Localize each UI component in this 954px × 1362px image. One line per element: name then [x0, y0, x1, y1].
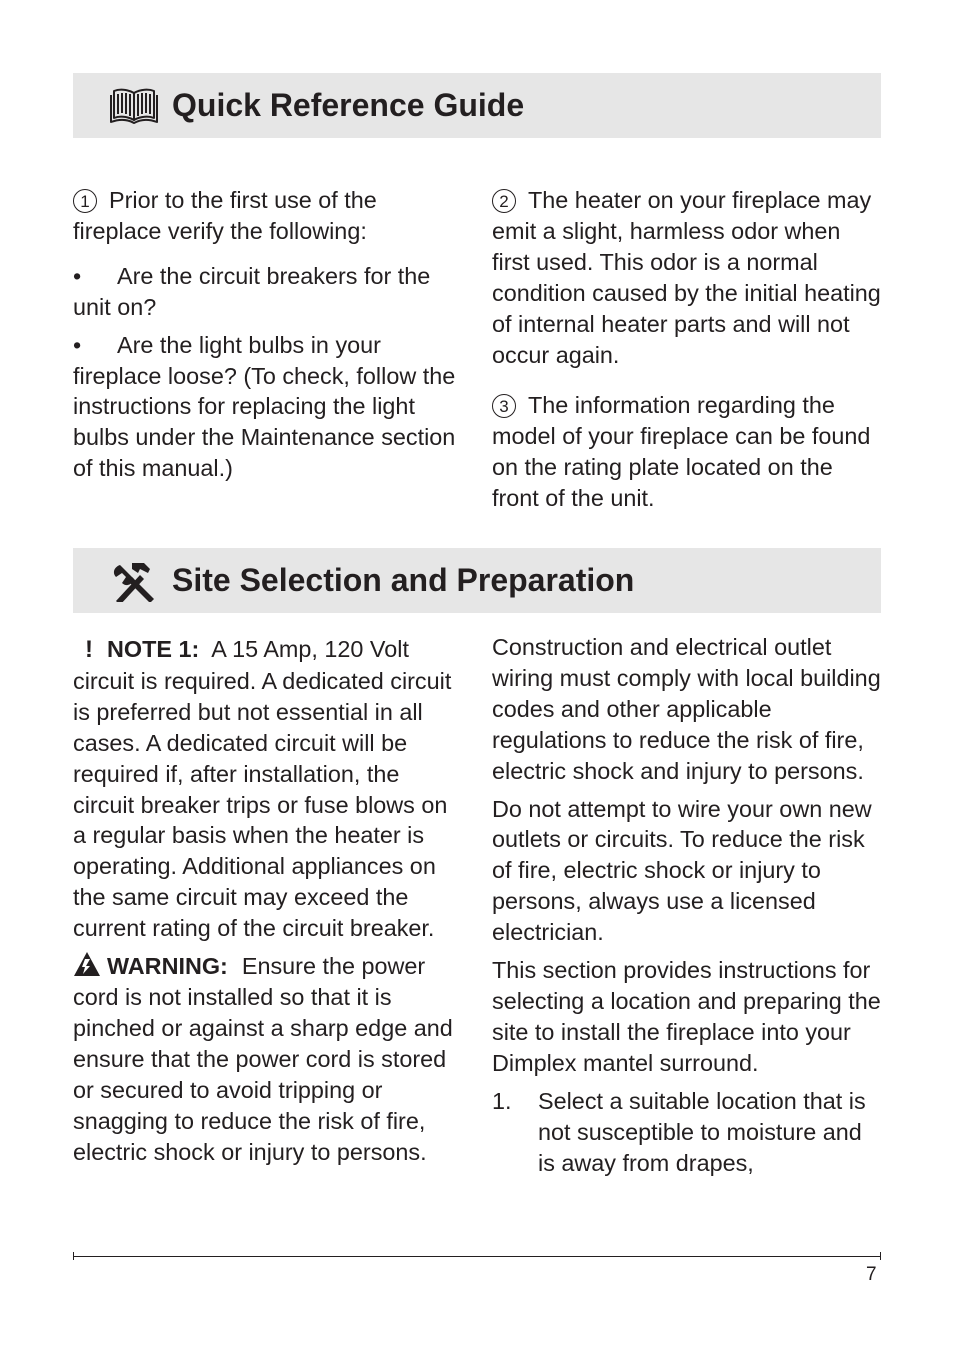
footer-tick-right [880, 1252, 881, 1260]
circle-number-3: 3 [492, 394, 516, 418]
open-book-icon [110, 87, 158, 125]
circle-number-1: 1 [73, 189, 97, 213]
bullet-item [73, 330, 463, 485]
note-1 [73, 634, 463, 944]
site-selection-right-column [492, 632, 882, 1178]
bullet-2-text: Are the light bulbs in your fireplace loose? (To check, follow the instructions for replacing the light bulbs under the Maintenance section of this manual.) [73, 331, 456, 482]
paragraph-1: Construction and electrical outlet wiring must comply with local building codes and other applicable regulations to reduce the risk of fire, electric shock and injury to persons. [492, 634, 881, 784]
bullet-mark: • [73, 262, 82, 289]
quick-reference-title: Quick Reference Guide [172, 87, 525, 123]
warning-label: WARNING: [107, 953, 228, 980]
page-number: 7 [866, 1264, 877, 1285]
item-3-text: The information regarding the model of your fireplace can be found on the rating plate located on the front of the unit. [492, 392, 871, 512]
item-2 [492, 185, 882, 370]
item-2-text: The heater on your fireplace may emit a slight, harmless odor when first used. This odor is a normal condition caused by the initial heating of internal heater parts and will not occur again. [492, 187, 881, 368]
item-1 [73, 185, 463, 247]
note-label: NOTE 1: [107, 636, 200, 662]
quick-reference-left-column [73, 185, 463, 484]
step-1 [492, 1086, 882, 1179]
footer-rule [73, 1256, 881, 1257]
quick-reference-banner [73, 73, 881, 138]
warning [73, 951, 463, 1167]
quick-reference-right-column [492, 185, 882, 514]
step-1-text: Select a suitable location that is not susceptible to moisture and is away from drapes, [538, 1087, 866, 1176]
hammer-wrench-icon [110, 558, 158, 602]
warning-text: Ensure the power cord is not installed so that it is pinched or against a sharp edge and ensure that the power cord is stored or secured to avoid tripping or snagging to reduce the risk of fire, electric shock or injury to persons. [73, 953, 453, 1165]
site-selection-banner [73, 548, 881, 613]
paragraph-2: Do not attempt to wire your own new outlets or circuits. To reduce the risk of fire, electric shock or injury to persons, always use a licensed electrician. [492, 795, 872, 946]
circle-number-2: 2 [492, 189, 516, 213]
site-selection-title: Site Selection and Preparation [172, 562, 635, 598]
bullet-mark: • [73, 331, 82, 358]
item-1-text: Prior to the first use of the fireplace verify the following: [73, 187, 377, 244]
step-1-number: 1. [492, 1087, 512, 1114]
paragraph-3: This section provides instructions for selecting a location and preparing the site to install the fireplace into your Dimplex mantel surround. [492, 957, 881, 1076]
footer-tick-left [73, 1252, 74, 1260]
warning-triangle-icon [73, 951, 101, 977]
note-text: A 15 Amp, 120 Volt circuit is required. A dedicated circuit is preferred but not essential in all cases. A dedicated circuit will be required if, after installation, the circuit breaker trips or fuse blows on a regular basis when the heater is operating. Additional appliances on the same circuit may exceed the current rating of the circuit breaker. [73, 636, 452, 942]
site-selection-left-column [73, 634, 463, 1167]
exclamation-icon: ! [85, 636, 93, 663]
bullet-1-text: Are the circuit breakers for the unit on? [73, 262, 431, 320]
item-3 [492, 390, 882, 514]
bullet-item [73, 261, 463, 323]
